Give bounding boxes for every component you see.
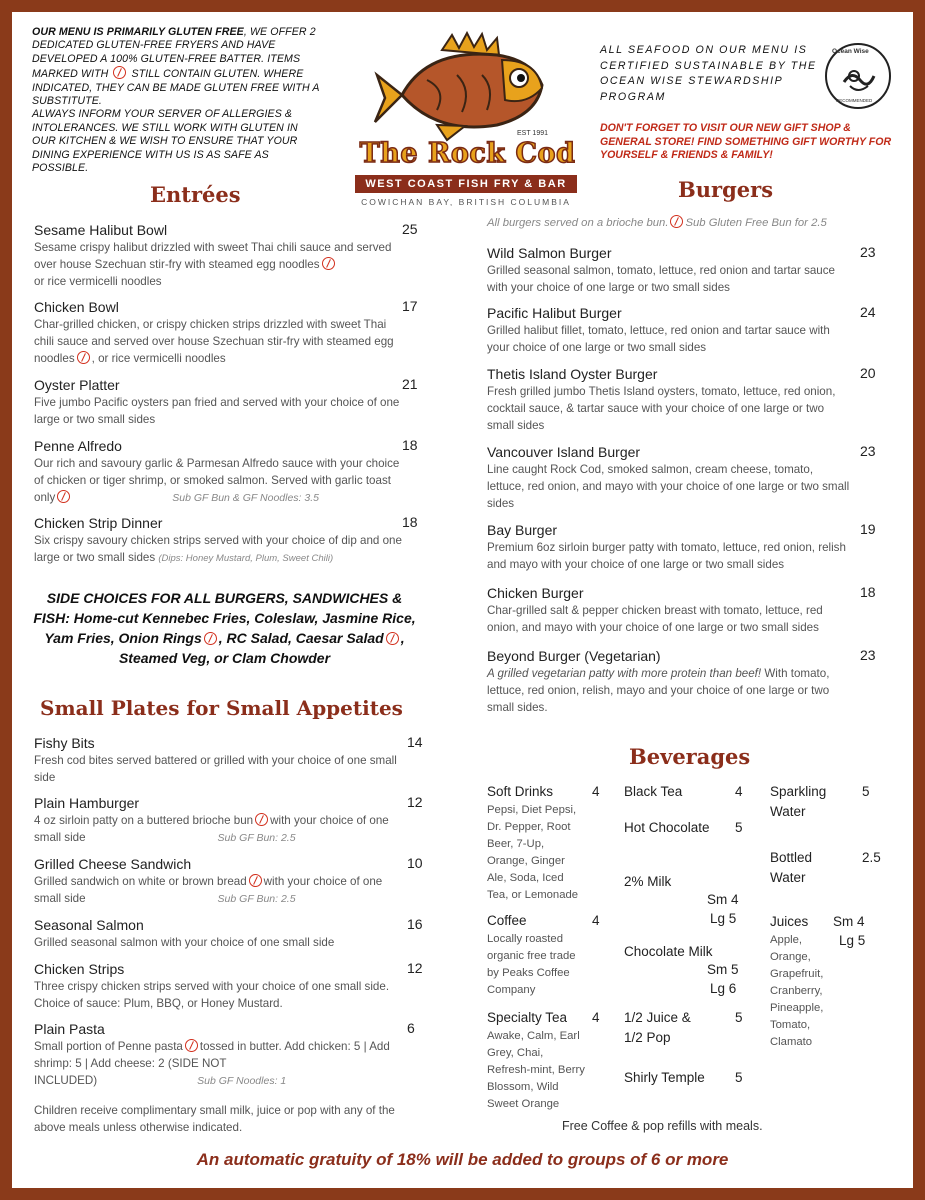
- bev-name: Juices: [770, 914, 809, 929]
- item-note: Sub GF Noodles: 1: [197, 1075, 287, 1087]
- bev-name: 2% Milk: [624, 874, 672, 889]
- menu-item: [487, 244, 852, 296]
- bev-desc: Pepsi, Diet Pepsi, Dr. Pepper, Root Beer, 7-Up, Orange, Ginger Ale, Soda, Iced Tea, or Lemonade: [487, 804, 579, 901]
- sides-line4: Steamed Veg, or Clam Chowder: [118, 650, 331, 666]
- item-price: 17: [402, 298, 418, 314]
- brand-tagline: WEST COAST FISH FRY & BAR: [355, 175, 577, 193]
- item-desc: Grilled sandwich on white or brown bread: [34, 875, 247, 888]
- bev-price: 4: [735, 784, 743, 799]
- est-label: EST 1991: [517, 130, 549, 137]
- menu-item: [34, 960, 404, 1012]
- sides-line3c: ,: [400, 630, 405, 646]
- item-desc: Line caught Rock Cod, smoked salmon, cream cheese, tomato, lettuce, red onion, and mayo with your choice of one large or two small sides: [487, 463, 850, 510]
- menu-item: [487, 521, 852, 573]
- item-name: Penne Alfredo: [34, 438, 122, 454]
- beverage-item: [487, 1008, 587, 1113]
- gf-icon: [322, 257, 335, 270]
- item-name: Grilled Cheese Sandwich: [34, 856, 192, 872]
- gf-icon: [113, 66, 126, 79]
- item-price: 10: [407, 855, 423, 871]
- item-price: 16: [407, 916, 423, 932]
- gift-shop-notice: DON'T FORGET TO VISIT OUR NEW GIFT SHOP & GENERAL STORE! FIND SOMETHING GIFT WORTHY FOR YOURSELF & FRIENDS & FAMILY!: [600, 122, 892, 161]
- menu-item: [34, 437, 404, 507]
- item-price: 23: [860, 647, 876, 663]
- item-price: 23: [860, 443, 876, 459]
- menu-item: [487, 365, 852, 434]
- menu-item: [34, 514, 404, 567]
- ocean-wise-notice: ALL SEAFOOD ON OUR MENU IS CERTIFIED SUSTAINABLE BY THE OCEAN WISE STEWARDSHIP PROGRAM: [600, 44, 817, 103]
- item-desc: Six crispy savoury chicken strips served with your choice of dip and one large or two small sides: [34, 534, 402, 564]
- menu-item: [34, 1020, 404, 1090]
- item-note: Sub GF Bun: 2.5: [217, 832, 296, 844]
- item-desc: Char-grilled salt & pepper chicken breast with tomato, lettuce, red onion, and mayo with your choice of one large or two small sides: [487, 604, 823, 634]
- menu-item: [34, 794, 404, 847]
- item-name: Wild Salmon Burger: [487, 245, 612, 261]
- item-price: 6: [407, 1020, 415, 1036]
- item-name: Chicken Strip Dinner: [34, 515, 163, 531]
- ocean-wise-badge: [824, 42, 892, 110]
- item-desc: Fresh grilled jumbo Thetis Island oysters, tomato, lettuce, red onion, cocktail sauce, & tartar sauce with your choice of one large or two small sides: [487, 385, 836, 432]
- gratuity-notice: An automatic gratuity of 18% will be added to groups of 6 or more: [196, 1150, 729, 1169]
- children-note: Children receive complimentary small milk, juice or pop with any of the above meals unless otherwise indicated.: [34, 1104, 395, 1134]
- intro-lead: OUR MENU IS PRIMARILY GLUTEN FREE: [32, 26, 244, 38]
- menu-item: [487, 584, 852, 636]
- menu-item: [34, 734, 404, 786]
- item-desc: Grilled seasonal salmon, tomato, lettuce, red onion and tartar sauce with your choice of one large or two small sides: [487, 264, 836, 294]
- item-price: 12: [407, 794, 423, 810]
- menu-item: [34, 221, 404, 290]
- item-note: Sub GF Bun & GF Noodles: 3.5: [172, 492, 319, 504]
- ocean-wise-label: Ocean Wise: [832, 48, 869, 55]
- beverages-title: Beverages: [629, 744, 751, 769]
- item-price: 21: [402, 376, 418, 392]
- bev-name-2: 1/2 Pop: [624, 1030, 671, 1045]
- item-price: 24: [860, 304, 876, 320]
- menu-page: [12, 12, 913, 1188]
- item-note: Sub GF Bun: 2.5: [217, 893, 296, 905]
- gf-icon: [185, 1039, 198, 1052]
- item-price: 23: [860, 244, 876, 260]
- sides-line2: FISH: Home-cut Kennebec Fries, Coleslaw, Jasmine Rice,: [33, 610, 416, 626]
- intro-line1: , WE OFFER 2 DEDICATED GLUTEN-FREE FRYERS AND HAVE DEVELOPED A 100% GLUTEN-FREE BATTER. ITEMS MARKED WITH: [32, 26, 316, 81]
- item-price: 20: [860, 365, 876, 381]
- menu-item: [487, 647, 857, 716]
- bev-price: 5: [735, 820, 743, 835]
- item-desc: Five jumbo Pacific oysters pan fried and served with your choice of one large or two small sides: [34, 396, 400, 426]
- item-desc-2: , or rice vermicelli noodles: [91, 352, 226, 365]
- intro-line2: STILL CONTAIN GLUTEN. WHERE INDICATED, THEY CAN BE MADE GLUTEN FREE WITH A SUBSTITUTE.: [32, 68, 320, 108]
- side-choices: [32, 588, 417, 668]
- bev-price: 5: [735, 1010, 743, 1025]
- size-large: Lg 5: [839, 933, 866, 948]
- item-name: Seasonal Salmon: [34, 917, 144, 933]
- item-desc: Grilled seasonal salmon with your choice of one small side: [34, 936, 335, 949]
- item-desc-2: or rice vermicelli noodles: [34, 275, 162, 288]
- item-name: Pacific Halibut Burger: [487, 305, 622, 321]
- bev-name: Black Tea: [624, 784, 683, 799]
- item-price: 14: [407, 734, 423, 750]
- menu-item: [34, 855, 404, 908]
- beverage-item: [487, 782, 585, 904]
- item-name: Beyond Burger (Vegetarian): [487, 648, 661, 664]
- bev-desc: Locally roasted organic free trade by Peaks Coffee Company: [487, 933, 576, 996]
- burgers-title: Burgers: [678, 177, 774, 202]
- bev-name: Bottled Water: [770, 850, 813, 885]
- item-price: 25: [402, 221, 418, 237]
- bev-desc: Awake, Calm, Earl Grey, Chai, Refresh-mint, Berry Blossom, Wild Sweet Orange: [487, 1030, 585, 1110]
- gf-icon: [57, 490, 70, 503]
- menu-item: [34, 298, 404, 367]
- burgers-note: All burgers served on a brioche bun.: [487, 217, 669, 229]
- item-price: 19: [860, 521, 876, 537]
- size-large: Lg 5: [710, 911, 737, 926]
- bev-price: 5: [735, 1070, 743, 1085]
- bev-price: 2.5: [862, 850, 881, 865]
- item-name: Bay Burger: [487, 522, 558, 538]
- gf-icon: [77, 351, 90, 364]
- small-plates-title: Small Plates for Small Appetites: [40, 696, 403, 720]
- menu-item: [34, 916, 404, 951]
- item-desc: Grilled halibut fillet, tomato, lettuce, red onion and tartar sauce with your choice of one large or two small sides: [487, 324, 830, 354]
- menu-item: [34, 376, 404, 428]
- item-desc: Premium 6oz sirloin burger patty with tomato, lettuce, red onion, relish and mayo with your choice of one large or two small sides: [487, 541, 846, 571]
- menu-item: [487, 304, 852, 356]
- gf-icon: [255, 813, 268, 826]
- item-name: Chicken Strips: [34, 961, 125, 977]
- intro-line3: ALWAYS INFORM YOUR SERVER OF ALLERGIES & INTOLERANCES. WE STILL WORK WITH GLUTEN IN OUR KITCHEN & WE WISH TO ENSURE THAT YOUR DINING EXPERIENCE WITH US IS AS SAFE AS POSSIBLE.: [32, 108, 298, 175]
- bev-price: 4: [592, 913, 600, 928]
- bev-name: Hot Chocolate: [624, 820, 710, 835]
- rock-cod-logo: [347, 30, 582, 210]
- bev-name: Soft Drinks: [487, 784, 554, 799]
- item-price: 18: [860, 584, 876, 600]
- brand-location: COWICHAN BAY, BRITISH COLUMBIA: [361, 197, 571, 207]
- bev-price: 5: [862, 784, 870, 799]
- item-name: Fishy Bits: [34, 735, 95, 751]
- item-desc-2: with your choice of one small side: [34, 814, 389, 844]
- size-small: Sm 5: [707, 962, 739, 977]
- item-desc-italic: A grilled vegetarian patty with more protein than beef!: [487, 667, 762, 680]
- item-name: Thetis Island Oyster Burger: [487, 366, 658, 382]
- item-name: Oyster Platter: [34, 377, 120, 393]
- bev-name: Coffee: [487, 913, 527, 928]
- beverage-item: [487, 911, 585, 999]
- item-price: 18: [402, 437, 418, 453]
- brand-name: The Rock Cod: [359, 138, 576, 169]
- bev-name: Chocolate Milk: [624, 944, 713, 959]
- size-small: Sm 4: [707, 892, 739, 907]
- gf-icon: [670, 215, 683, 228]
- entrees-title: Entrées: [150, 182, 241, 207]
- bev-price: 4: [592, 784, 600, 799]
- bev-name: 1/2 Juice &: [624, 1010, 691, 1025]
- gluten-free-notice: [32, 26, 324, 175]
- item-desc-2: tossed in butter. Add chicken: 5 | Add shrimp: 5 | Add cheese: 2 (SIDE NOT INCLUDED): [34, 1040, 390, 1087]
- item-note: (Dips: Honey Mustard, Plum, Sweet Chili): [158, 553, 334, 564]
- item-name: Vancouver Island Burger: [487, 444, 641, 460]
- item-desc: Our rich and savoury garlic & Parmesan Alfredo sauce with your choice of chicken or tiger shrimp, or smoked salmon. Served with garlic toast only: [34, 457, 400, 504]
- gf-icon: [386, 632, 399, 645]
- bev-name: Sparkling Water: [770, 784, 827, 819]
- item-name: Plain Pasta: [34, 1021, 105, 1037]
- bev-price: 4: [592, 1010, 600, 1025]
- item-desc: Small portion of Penne pasta: [34, 1040, 183, 1053]
- item-desc: 4 oz sirloin patty on a buttered brioche bun: [34, 814, 254, 827]
- sides-line1: SIDE CHOICES FOR ALL BURGERS, SANDWICHES &: [46, 590, 403, 606]
- item-desc: Fresh cod bites served battered or grilled with your choice of one small side: [34, 754, 397, 784]
- item-desc-2: with your choice of one small side: [34, 875, 383, 905]
- size-large: Lg 6: [710, 981, 737, 996]
- menu-item: [487, 443, 852, 512]
- item-name: Plain Hamburger: [34, 795, 140, 811]
- gf-icon: [249, 874, 262, 887]
- bev-name: Shirly Temple: [624, 1070, 705, 1085]
- item-price: 18: [402, 514, 418, 530]
- item-desc: Three crispy chicken strips served with your choice of one small side. Choice of sauce: Plum, BBQ, or Honey Mustard.: [34, 980, 390, 1010]
- item-name: Sesame Halibut Bowl: [34, 222, 168, 238]
- bev-name: Specialty Tea: [487, 1010, 568, 1025]
- sides-line3a: Yam Fries, Onion Rings: [44, 630, 202, 646]
- sides-line3b: , RC Salad, Caesar Salad: [218, 630, 384, 646]
- gf-icon: [204, 632, 217, 645]
- item-desc: Char-grilled chicken, or crispy chicken strips drizzled with sweet Thai chili sauce and served over house Szechuan stir-fry with steamed egg noodles: [34, 318, 394, 365]
- burgers-note-2: Sub Gluten Free Bun for 2.5: [685, 217, 827, 229]
- item-desc: Sesame crispy halibut drizzled with sweet Thai chili sauce and served over house Szechuan stir-fry with steamed egg noodles: [34, 241, 392, 271]
- item-name: Chicken Burger: [487, 585, 584, 601]
- size-small: Sm 4: [833, 914, 865, 929]
- item-price: 12: [407, 960, 423, 976]
- refills-note: Free Coffee & pop refills with meals.: [562, 1119, 763, 1133]
- beverage-item: [770, 912, 825, 1051]
- bev-desc: Apple, Orange, Grapefruit, Cranberry, Pineapple, Tomato, Clamato: [770, 934, 824, 1048]
- item-name: Chicken Bowl: [34, 299, 119, 315]
- ocean-wise-sub: RECOMMENDED: [836, 98, 873, 103]
- item-desc: With tomato, lettuce, red onion, relish, mayo and your choice of one large or two small sides.: [487, 667, 830, 714]
